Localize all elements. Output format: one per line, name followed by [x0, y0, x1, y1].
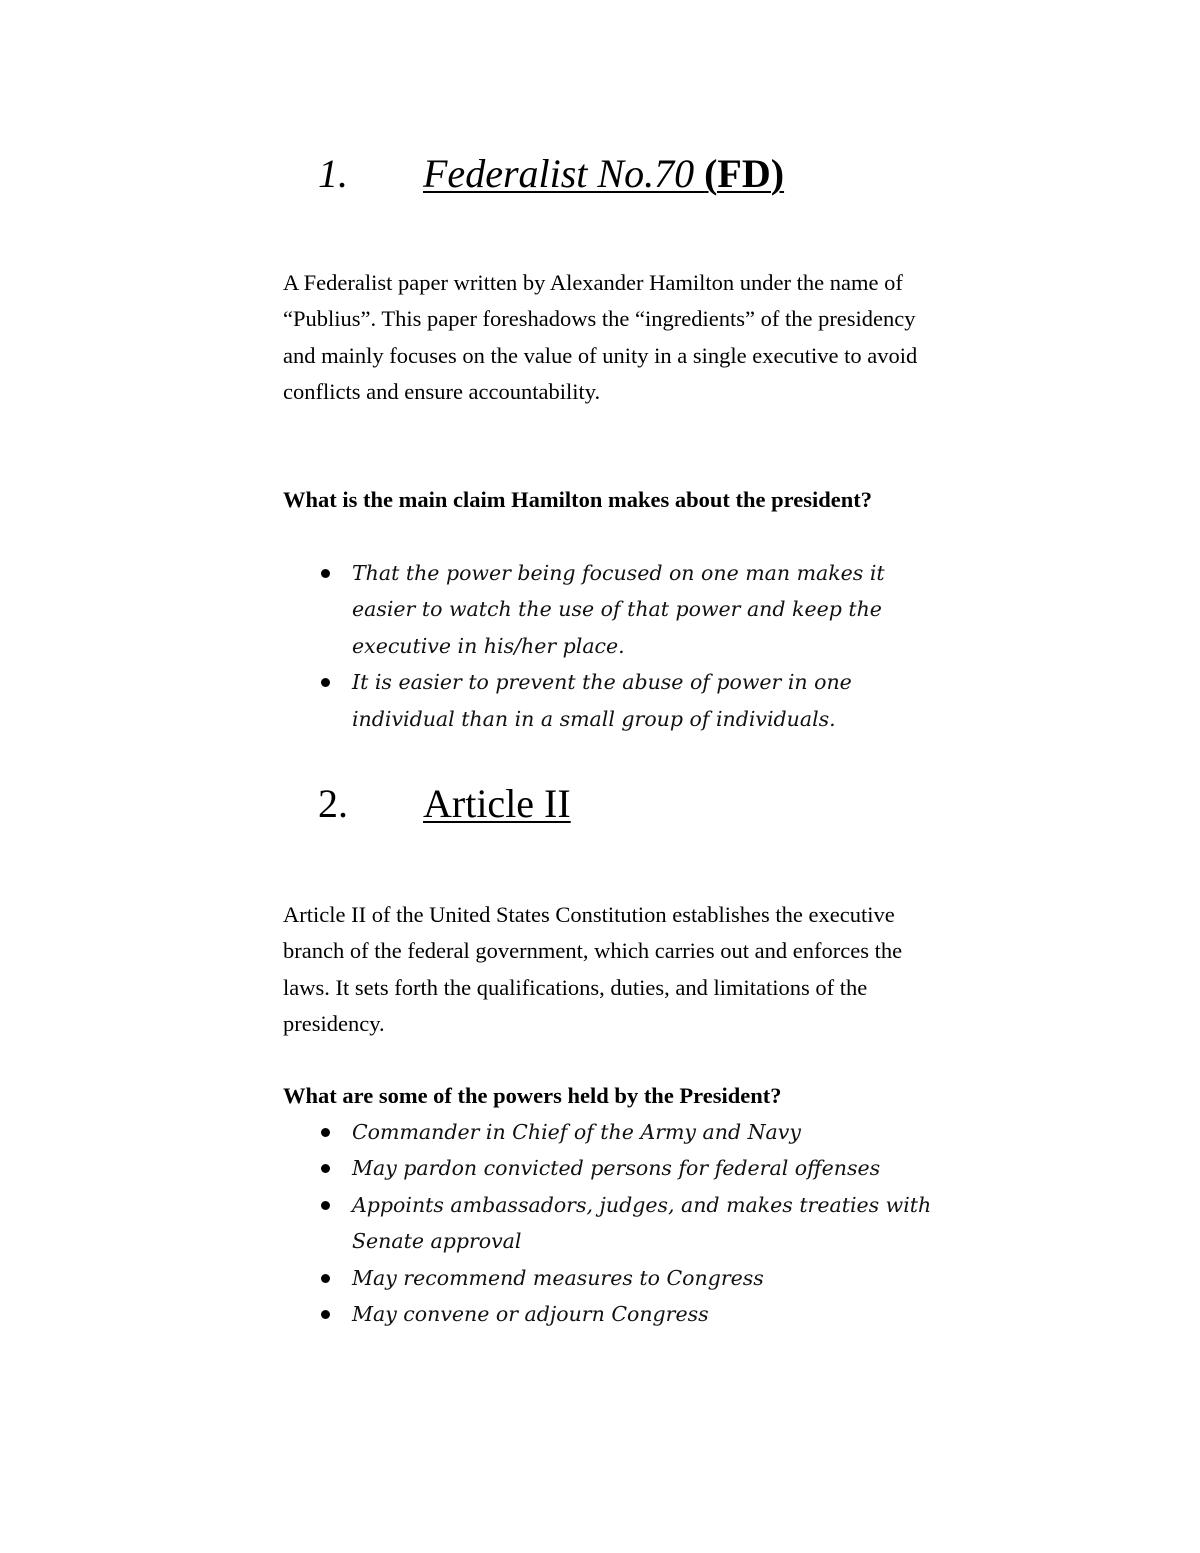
answer-text: Appoints ambassadors, judges, and makes treaties with Senate approval — [352, 1192, 932, 1254]
answer-text: May pardon convicted persons for federal offenses — [352, 1156, 881, 1181]
answer-text: Commander in Chief of the Army and Navy — [352, 1120, 801, 1144]
list-item — [283, 555, 943, 664]
section-1-title-main: Federalist No.70 — [423, 151, 705, 196]
list-item — [283, 1114, 943, 1150]
section-1-answer-list — [283, 555, 943, 737]
section-2-heading — [318, 780, 571, 828]
section-1-heading — [318, 150, 784, 198]
list-item — [283, 664, 943, 737]
section-1-title — [423, 151, 784, 196]
bullet-icon — [321, 1128, 330, 1137]
section-1-number: 1. — [318, 151, 348, 196]
bullet-icon — [321, 569, 330, 578]
answer-text: It is easier to prevent the abuse of power in one individual than in a small group of individuals. — [352, 670, 852, 731]
section-2-paragraph: Article II of the United States Constitution establishes the executive branch of the federal government, which carries out and enforces the laws. It sets forth the qualifications, duties, and limitations of the presidency. — [283, 902, 903, 1037]
bullet-icon — [321, 1164, 330, 1173]
answer-text: May convene or adjourn Congress — [352, 1302, 709, 1327]
bullet-icon — [321, 678, 330, 687]
section-2-title: Article II — [423, 781, 571, 826]
section-1-paragraph: A Federalist paper written by Alexander Hamilton under the name of “Publius”. This paper foreshadows the “ingredients” of the presidency and mainly focuses on the value of unity in a single executive to avoid conflicts and ensure accountability. — [283, 270, 918, 405]
list-item — [283, 1150, 943, 1186]
section-1-title-abbrev: (FD) — [704, 151, 785, 196]
section-2-number: 2. — [318, 781, 348, 826]
answer-text: That the power being focused on one man makes it easier to watch the use of that power and keep the executive in his/her place. — [352, 561, 885, 658]
section-2-question: What are some of the powers held by the President? — [283, 1083, 782, 1108]
list-item — [283, 1187, 943, 1260]
bullet-icon — [321, 1201, 330, 1210]
answer-text: May recommend measures to Congress — [352, 1265, 764, 1290]
list-item — [283, 1296, 943, 1332]
list-item — [283, 1260, 943, 1296]
section-1-question: What is the main claim Hamilton makes about the president? — [283, 487, 872, 512]
section-2-answer-list — [283, 1114, 943, 1332]
bullet-icon — [321, 1274, 330, 1283]
bullet-icon — [321, 1310, 330, 1319]
